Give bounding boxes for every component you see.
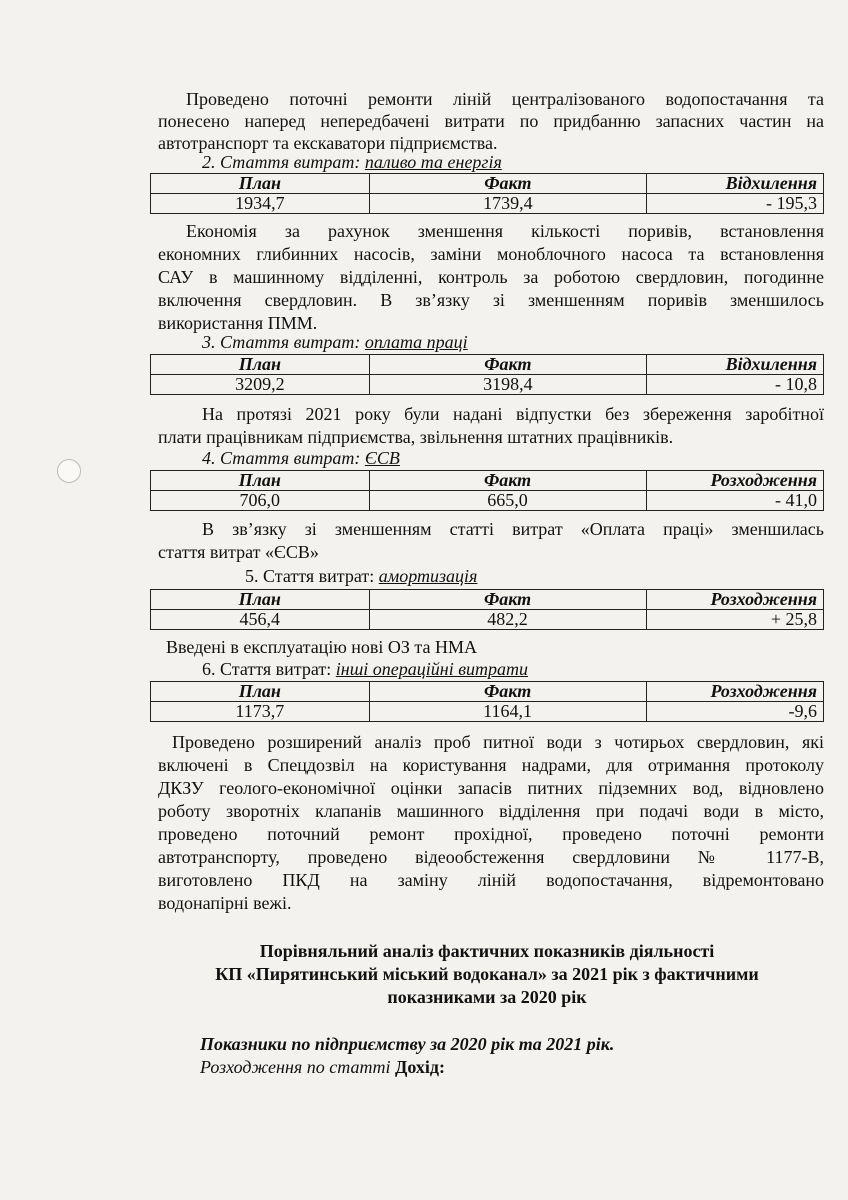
table-header-row [151, 590, 824, 610]
fact-header: Факт [369, 355, 646, 375]
punch-hole [57, 459, 81, 483]
item-3-number: 3. Стаття витрат: [202, 332, 365, 352]
item-5-line-1: Введені в експлуатацію нові ОЗ та НМА [166, 637, 477, 657]
intro-line-2: понесено наперед непередбачені витрати по придбанню запасних частин на [158, 111, 824, 131]
item-6-line-1: Проведено розширений аналіз проб питної води з чотирьох свердловин, які [172, 732, 824, 752]
table-row [151, 610, 824, 630]
item-2-line-4: включення свердловин. В зв’язку зі зменшенням поривів зменшилось [158, 290, 824, 310]
item-2-table [150, 173, 824, 214]
item-6-line-4: роботу зворотніх клапанів машинного відділення при подачі води в місто, [158, 801, 824, 821]
item-6-heading [202, 658, 528, 681]
fact-value: 1739,4 [369, 194, 646, 214]
table-row [151, 702, 824, 722]
fact-header: Факт [369, 471, 646, 491]
deviation-value: + 25,8 [646, 610, 823, 630]
item-6-line-3: ДКЗУ геолого-економічної оцінки запасів питних підземних вод, відновлено [158, 778, 824, 798]
table-header-row [151, 471, 824, 491]
item-5-table [150, 589, 824, 630]
plan-header: План [151, 174, 370, 194]
fact-value: 3198,4 [369, 375, 646, 395]
plan-value: 706,0 [151, 491, 370, 511]
deviation-header: Розходження [646, 471, 823, 491]
deviation-header: Відхилення [646, 355, 823, 375]
section-title-line-3: показниками за 2020 рік [387, 987, 587, 1007]
fact-header: Факт [369, 590, 646, 610]
section-title-line-2: КП «Пирятинський міський водоканал» за 2021 рік з фактичними [215, 964, 759, 984]
table-header-row [151, 682, 824, 702]
deviation-header: Розходження [646, 590, 823, 610]
item-2-number: 2. Стаття витрат: [202, 152, 365, 172]
section-title-line-1: Порівняльний аналіз фактичних показників діяльності [259, 941, 715, 961]
item-5-number: 5. Стаття витрат: [245, 566, 379, 586]
item-6-line-7: виготовлено ПКД на заміну ліній водопостачання, відремонтовано [158, 870, 824, 890]
section-subtitle-1: Показники по підприємству за 2020 рік та 2021 рік. [200, 1034, 615, 1054]
item-4-heading [202, 447, 400, 470]
fact-header: Факт [369, 682, 646, 702]
deviation-value: - 10,8 [646, 375, 823, 395]
item-4-name: ЄСВ [364, 448, 400, 468]
item-3-line-1: На протязі 2021 року були надані відпустки без збереження заробітної [202, 404, 824, 424]
fact-value: 665,0 [369, 491, 646, 511]
item-6-line-8: водонапірні вежі. [158, 893, 292, 913]
deviation-value: -9,6 [646, 702, 823, 722]
item-2-line-1: Економія за рахунок зменшення кількості поривів, встановлення [186, 221, 824, 241]
item-3-line-2: плати працівникам підприємства, звільнення штатних працівників. [158, 427, 674, 447]
fact-value: 1164,1 [369, 702, 646, 722]
item-6-line-2: включені в Спецдозвіл на користування надрами, для отримання протоколу [158, 755, 824, 775]
item-5-name: амортизація [378, 566, 478, 586]
item-2-name: паливо та енергія [364, 152, 502, 172]
intro-line-3: автотранспорт та екскаватори підприємства. [158, 133, 498, 153]
plan-header: План [151, 682, 370, 702]
item-6-line-5: проведено поточний ремонт прохідної, проведено поточні ремонти [158, 824, 824, 844]
table-row [151, 375, 824, 395]
item-2-line-5: використання ПММ. [158, 313, 318, 333]
item-3-table [150, 354, 824, 395]
item-6-table [150, 681, 824, 722]
plan-value: 456,4 [151, 610, 370, 630]
fact-value: 482,2 [369, 610, 646, 630]
table-row [151, 491, 824, 511]
table-row [151, 194, 824, 214]
item-3-heading [202, 331, 468, 354]
deviation-header: Розходження [646, 682, 823, 702]
intro-line-1: Проведено поточні ремонти ліній централізованого водопостачання та [186, 89, 824, 109]
plan-value: 3209,2 [151, 375, 370, 395]
item-4-line-2: стаття витрат «ЄСВ» [158, 542, 319, 562]
plan-value: 1173,7 [151, 702, 370, 722]
deviation-value: - 195,3 [646, 194, 823, 214]
item-2-line-2: економних глибинних насосів, заміни моноблочного насоса та встановлення [158, 244, 824, 264]
table-header-row [151, 355, 824, 375]
item-6-number: 6. Стаття витрат: [202, 659, 336, 679]
item-4-line-1: В зв’язку зі зменшенням статті витрат «Оплата праці» зменшилась [202, 519, 824, 539]
deviation-header: Відхилення [646, 174, 823, 194]
item-3-name: оплата праці [364, 332, 468, 352]
deviation-value: - 41,0 [646, 491, 823, 511]
plan-header: План [151, 590, 370, 610]
item-5-heading [245, 565, 477, 588]
subtitle-2-bold: Дохід: [394, 1057, 446, 1077]
item-2-heading [202, 151, 502, 174]
section-subtitle-2 [200, 1056, 445, 1079]
table-header-row [151, 174, 824, 194]
item-4-number: 4. Стаття витрат: [202, 448, 365, 468]
item-6-name: інші операційні витрати [335, 659, 529, 679]
fact-header: Факт [369, 174, 646, 194]
item-4-table [150, 470, 824, 511]
item-2-line-3: САУ в машинному відділенні, контроль за роботою свердловин, погодинне [158, 267, 824, 287]
item-6-line-6: автотранспорту, проведено відеообстеження свердловини № 1177-В, [158, 847, 824, 867]
plan-header: План [151, 355, 370, 375]
plan-header: План [151, 471, 370, 491]
subtitle-2-italic: Розходження по статті [200, 1057, 395, 1077]
plan-value: 1934,7 [151, 194, 370, 214]
